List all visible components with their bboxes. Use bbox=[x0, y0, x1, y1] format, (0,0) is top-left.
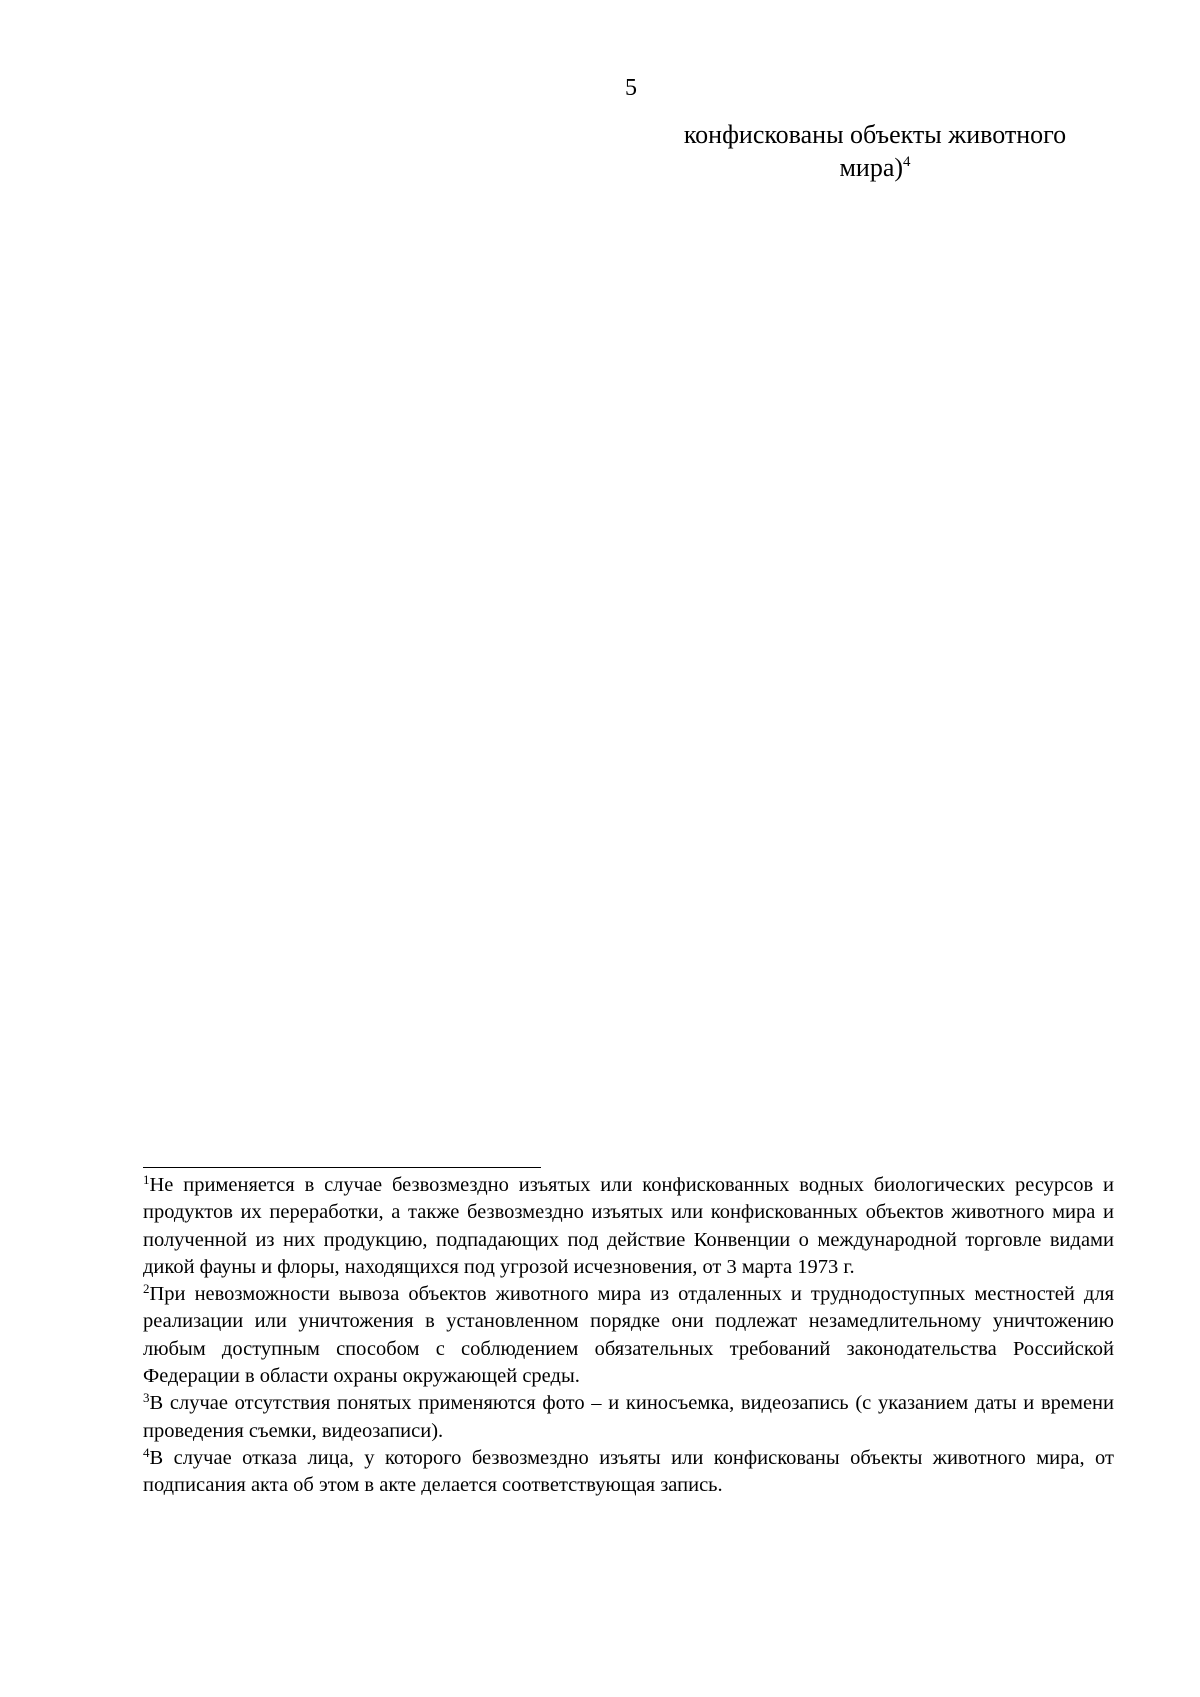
footnote-text: В случае отсутствия понятых применяются фото – и киносъемка, видеозапись (с указанием даты и времени проведения съемки, видеозаписи). bbox=[143, 1392, 1114, 1442]
signature-caption bbox=[655, 118, 1095, 184]
footnote-separator bbox=[143, 1167, 541, 1168]
caption-line-2-text: мира) bbox=[839, 153, 904, 182]
footnote-text: В случае отказа лица, у которого безвозмездно изъяты или конфискованы объекты животного мира, от подписания акта об этом в акте делается соответствующая запись. bbox=[143, 1446, 1114, 1497]
footnote-2 bbox=[143, 1281, 1114, 1390]
caption-footnote-ref: 4 bbox=[903, 154, 911, 170]
footnote-text: При невозможности вывоза объектов животного мира из отдаленных и труднодоступных местностей для реализации или уничтожения в установленном порядке они подлежат незамедлительному уничтожению любым доступным способом с соблюдением обязательных требований законодательства Российской Федерации в области охраны окружающей среды. bbox=[143, 1283, 1114, 1388]
page-number: 5 bbox=[625, 75, 637, 101]
footnote-marker: 1 bbox=[143, 1172, 150, 1187]
footnote-marker: 2 bbox=[143, 1281, 150, 1297]
footnote-4 bbox=[143, 1445, 1114, 1500]
caption-line-1: конфискованы объекты животного bbox=[683, 120, 1067, 149]
footnote-marker: 3 bbox=[143, 1390, 150, 1406]
footnote-3 bbox=[143, 1390, 1114, 1445]
footnote-1 bbox=[143, 1172, 1114, 1281]
footnote-marker: 4 bbox=[143, 1444, 150, 1460]
footnote-text: Не применяется в случае безвозмездно изъятых или конфискованных водных биологических ресурсов и продуктов их переработки, а также безвозмездно изъятых или конфискованных объектов животного мира и полученной из них продукцию, подпадающих под действие Конвенции о международной торговле видами дикой фауны и флоры, находящихся под угрозой исчезновения, от 3 марта 1973 г. bbox=[143, 1174, 1114, 1278]
caption-line-2 bbox=[655, 151, 1095, 184]
footnotes bbox=[143, 1172, 1114, 1500]
